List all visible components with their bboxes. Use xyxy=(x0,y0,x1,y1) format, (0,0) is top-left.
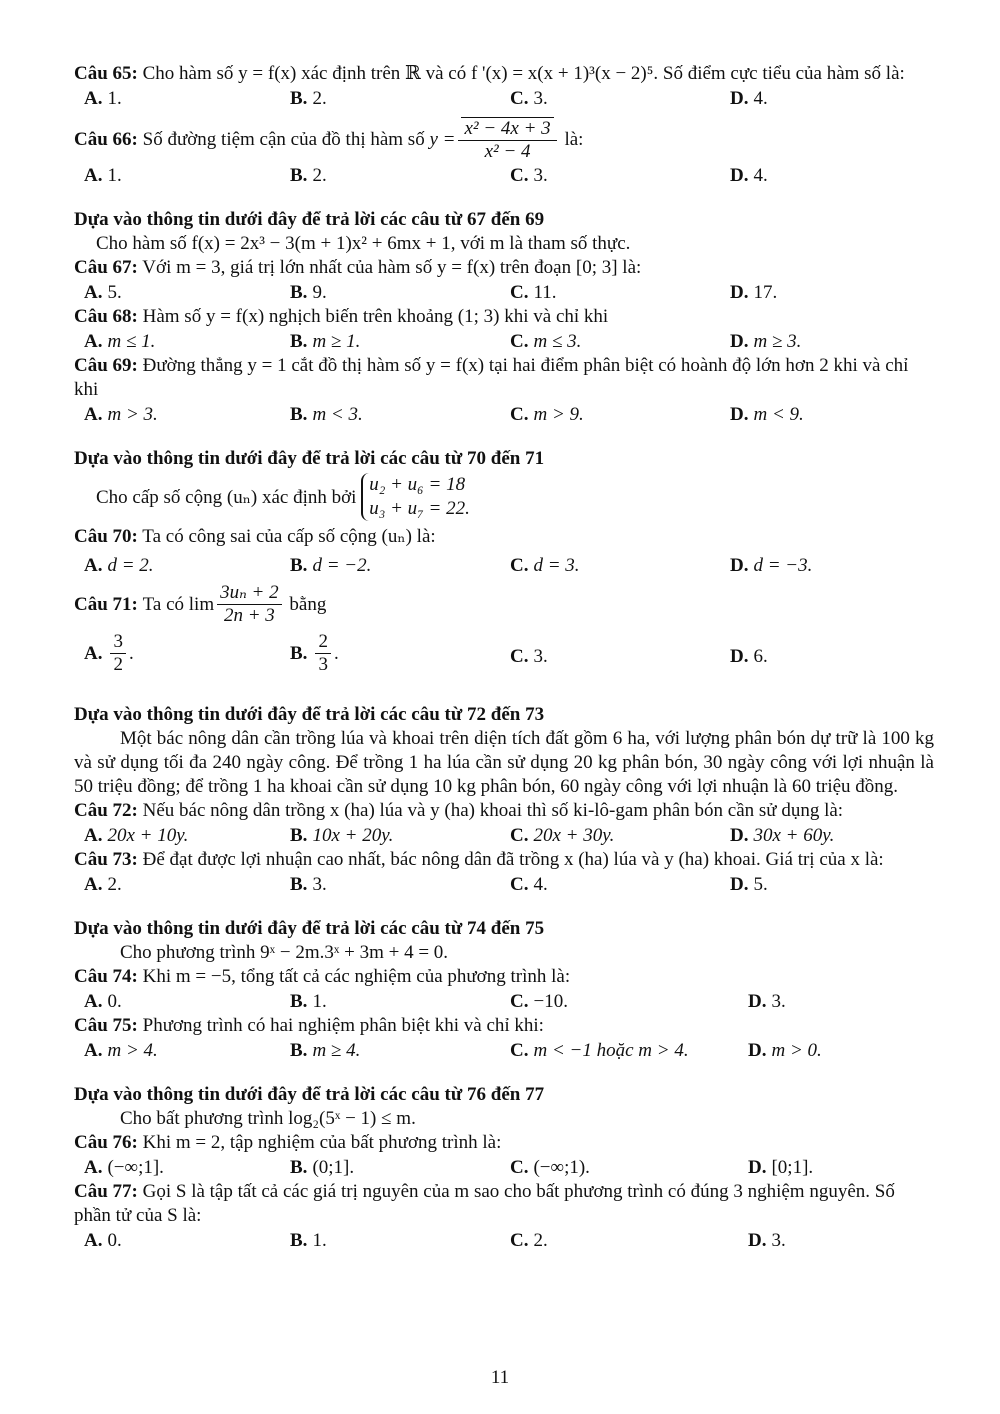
question-69 xyxy=(74,354,934,402)
section-header: Dựa vào thông tin dưới đây để trả lời các câu từ 67 đến 69 xyxy=(74,209,545,230)
question-number: Câu 70: xyxy=(74,526,138,547)
option-d[interactable]: D. m < 9. xyxy=(730,404,804,425)
option-a[interactable]: A. d = 2. xyxy=(84,555,154,576)
page-number: 11 xyxy=(490,1367,510,1388)
option-a[interactable]: A. 1. xyxy=(84,165,122,186)
question-text: Ta có công sai của cấp số cộng (uₙ) là: xyxy=(142,526,436,547)
question-tail: là: xyxy=(564,129,584,150)
question-number: Câu 66: xyxy=(74,129,138,150)
question-75 xyxy=(74,1014,934,1038)
option-b[interactable]: B. 10x + 20y. xyxy=(290,825,394,846)
question-66 xyxy=(74,117,934,163)
options-77 xyxy=(74,1228,934,1253)
option-d[interactable]: D. 4. xyxy=(730,88,768,109)
question-number: Câu 75: xyxy=(74,1015,138,1036)
equation-system xyxy=(361,473,470,521)
question-76 xyxy=(74,1131,934,1155)
sqrt-numerator: x² − 4x + 3 xyxy=(461,117,553,140)
section-info xyxy=(74,473,934,521)
question-number: Câu 71: xyxy=(74,593,138,615)
question-74 xyxy=(74,965,934,989)
section-header: Dựa vào thông tin dưới đây để trả lời các câu từ 74 đến 75 xyxy=(74,918,545,939)
option-c[interactable]: C. d = 3. xyxy=(510,555,580,576)
denominator: x² − 4 xyxy=(484,141,531,162)
question-73 xyxy=(74,848,934,872)
question-text: Cho hàm số y = f(x) xác định trên ℝ và có f '(x) = x(x + 1)³(x − 2)⁵. Số điểm cực tiểu của hàm số là: xyxy=(142,63,905,84)
option-d[interactable]: D. 4. xyxy=(730,165,768,186)
question-number: Câu 65: xyxy=(74,63,138,84)
options-67 xyxy=(74,280,934,305)
option-c[interactable]: C. 11. xyxy=(510,282,557,303)
option-d[interactable]: D. d = −3. xyxy=(730,555,813,576)
question-number: Câu 69: xyxy=(74,355,138,376)
question-number: Câu 74: xyxy=(74,966,138,987)
section-info: Cho hàm số f(x) = 2x³ − 3(m + 1)x² + 6mx + 1, với m là tham số thực. xyxy=(96,233,631,254)
options-70 xyxy=(74,553,934,578)
options-72 xyxy=(74,823,934,848)
option-c[interactable]: C. m > 9. xyxy=(510,404,584,425)
option-d[interactable]: D. 3. xyxy=(748,991,786,1012)
option-b[interactable]: B. m ≥ 1. xyxy=(290,331,361,352)
option-a[interactable]: A. m > 3. xyxy=(84,404,158,425)
options-73 xyxy=(74,872,934,897)
question-text: Khi m = 2, tập nghiệm của bất phương trình là: xyxy=(142,1132,502,1153)
equation-lhs: y = xyxy=(429,129,456,150)
option-d[interactable]: D. 3. xyxy=(748,1230,786,1251)
options-69 xyxy=(74,402,934,427)
question-text: Với m = 3, giá trị lớn nhất của hàm số y = f(x) trên đoạn [0; 3] là: xyxy=(142,257,642,278)
option-a[interactable]: A. 5. xyxy=(84,282,122,303)
equation-1: u₂ + u₆ = 18 xyxy=(369,474,466,495)
option-a[interactable]: A. 1. xyxy=(84,88,122,109)
option-b[interactable]: B. m < 3. xyxy=(290,404,363,425)
option-c[interactable]: C. 2. xyxy=(510,1230,548,1251)
option-b[interactable]: B. m ≥ 4. xyxy=(290,1040,361,1061)
question-text: Đường thẳng y = 1 cắt đồ thị hàm số y = f(x) tại hai điểm phân biệt có hoành độ lớn hơn 2 khi và chỉ khi xyxy=(74,355,909,400)
option-b[interactable]: B. 2. xyxy=(290,165,327,186)
option-c[interactable]: C. −10. xyxy=(510,991,568,1012)
option-c[interactable]: C. (−∞;1). xyxy=(510,1157,590,1178)
question-number: Câu 73: xyxy=(74,849,138,870)
section-info: Cho bất phương trình log₂(5ˣ − 1) ≤ m. xyxy=(120,1108,416,1129)
option-b[interactable]: B. 2. xyxy=(290,88,327,109)
fraction xyxy=(217,582,282,627)
question-number: Câu 76: xyxy=(74,1132,138,1153)
option-a[interactable]: A. 0. xyxy=(84,991,122,1012)
question-tail: bằng xyxy=(289,593,327,615)
question-text: Để đạt được lợi nhuận cao nhất, bác nông dân đã trồng x (ha) lúa và y (ha) khoai. Giá trị của x là: xyxy=(142,849,884,870)
options-74 xyxy=(74,989,934,1014)
options-76 xyxy=(74,1155,934,1180)
option-c[interactable]: C. m < −1 hoặc m > 4. xyxy=(510,1040,689,1061)
option-c[interactable]: C. 3. xyxy=(510,646,548,667)
question-text: Số đường tiệm cận của đồ thị hàm số xyxy=(142,129,425,150)
option-a[interactable]: A. 0. xyxy=(84,1230,122,1251)
option-a[interactable]: A. $\frac{3}{2}$ . xyxy=(84,631,134,675)
question-72 xyxy=(74,799,934,823)
options-75 xyxy=(74,1038,934,1063)
question-71 xyxy=(74,582,934,627)
question-text: Nếu bác nông dân trồng x (ha) lúa và y (ha) khoai thì số ki-lô-gam phân bón cần sử dụng là: xyxy=(142,800,844,821)
section-info: Cho phương trình 9ˣ − 2m.3ˣ + 3m + 4 = 0. xyxy=(120,942,449,963)
question-number: Câu 67: xyxy=(74,257,138,278)
question-text: Hàm số y = f(x) nghịch biến trên khoảng (1; 3) khi và chỉ khi xyxy=(142,306,609,327)
option-a[interactable]: A. m ≤ 1. xyxy=(84,331,156,352)
question-text: Gọi S là tập tất cả các giá trị nguyên của m sao cho bất phương trình có đúng 3 nghiệm nguyên. Số phần tử của S là: xyxy=(74,1181,895,1226)
numerator: 3uₙ + 2 xyxy=(217,582,282,605)
denominator: 2n + 3 xyxy=(223,605,275,626)
option-b[interactable]: B. 1. xyxy=(290,1230,327,1251)
question-number: Câu 72: xyxy=(74,800,138,821)
option-d[interactable]: D. [0;1]. xyxy=(748,1157,814,1178)
question-text: Ta có lim xyxy=(142,593,215,615)
question-number: Câu 68: xyxy=(74,306,138,327)
options-71 xyxy=(74,631,934,683)
question-65 xyxy=(74,62,934,86)
fraction xyxy=(458,117,556,163)
option-d[interactable]: D. m ≥ 3. xyxy=(730,331,802,352)
question-text: Khi m = −5, tổng tất cả các nghiệm của phương trình là: xyxy=(142,966,571,987)
question-70 xyxy=(74,525,934,549)
option-c[interactable]: C. 3. xyxy=(510,165,548,186)
option-b[interactable]: B. 1. xyxy=(290,991,327,1012)
section-header: Dựa vào thông tin dưới đây để trả lời các câu từ 70 đến 71 xyxy=(74,448,545,469)
options-68 xyxy=(74,329,934,354)
option-b[interactable]: B. 9. xyxy=(290,282,327,303)
option-a[interactable]: A. m > 4. xyxy=(84,1040,158,1061)
equation-2: u₃ + u₇ = 22. xyxy=(369,498,470,519)
option-b[interactable]: B. 3. xyxy=(290,874,327,895)
question-68 xyxy=(74,305,934,329)
option-b[interactable]: B. $\frac{2}{3}$ . xyxy=(290,631,339,675)
question-67 xyxy=(74,256,934,280)
question-77 xyxy=(74,1180,934,1228)
options-65 xyxy=(74,86,934,111)
section-header: Dựa vào thông tin dưới đây để trả lời các câu từ 72 đến 73 xyxy=(74,704,545,725)
info-text: Cho cấp số cộng (uₙ) xác định bởi xyxy=(96,486,357,508)
question-number: Câu 77: xyxy=(74,1181,138,1202)
option-c[interactable]: C. 4. xyxy=(510,874,548,895)
option-c[interactable]: C. 3. xyxy=(510,88,548,109)
option-d[interactable]: D. 17. xyxy=(730,282,778,303)
option-d[interactable]: D. m > 0. xyxy=(748,1040,822,1061)
option-a[interactable]: A. (−∞;1]. xyxy=(84,1157,164,1178)
option-a[interactable]: A. 2. xyxy=(84,874,122,895)
question-text: Phương trình có hai nghiệm phân biệt khi và chỉ khi: xyxy=(142,1015,544,1036)
option-b[interactable]: B. d = −2. xyxy=(290,555,372,576)
option-d[interactable]: D. 6. xyxy=(730,646,768,667)
section-info: Một bác nông dân cần trồng lúa và khoai trên diện tích đất gồm 6 ha, với lượng phân bón dự trữ là 100 kg và sử dụng tối đa 240 ngày công. Để trồng 1 ha lúa cần sử dụng 20 kg phân bón, 30 ngày công với lợi nhuận là 50 triệu đồng; để trồng 1 ha khoai cần sử dụng 10 kg phân bón, 60 ngày công với lợi nhuận là 60 triệu đồng. xyxy=(74,728,934,797)
exam-page xyxy=(74,62,934,1253)
option-c[interactable]: C. 20x + 30y. xyxy=(510,825,615,846)
section-header: Dựa vào thông tin dưới đây để trả lời các câu từ 76 đến 77 xyxy=(74,1084,545,1105)
option-d[interactable]: D. 5. xyxy=(730,874,768,895)
option-c[interactable]: C. m ≤ 3. xyxy=(510,331,582,352)
option-a[interactable]: A. 20x + 10y. xyxy=(84,825,189,846)
options-66 xyxy=(74,163,934,188)
option-d[interactable]: D. 30x + 60y. xyxy=(730,825,835,846)
option-b[interactable]: B. (0;1]. xyxy=(290,1157,355,1178)
